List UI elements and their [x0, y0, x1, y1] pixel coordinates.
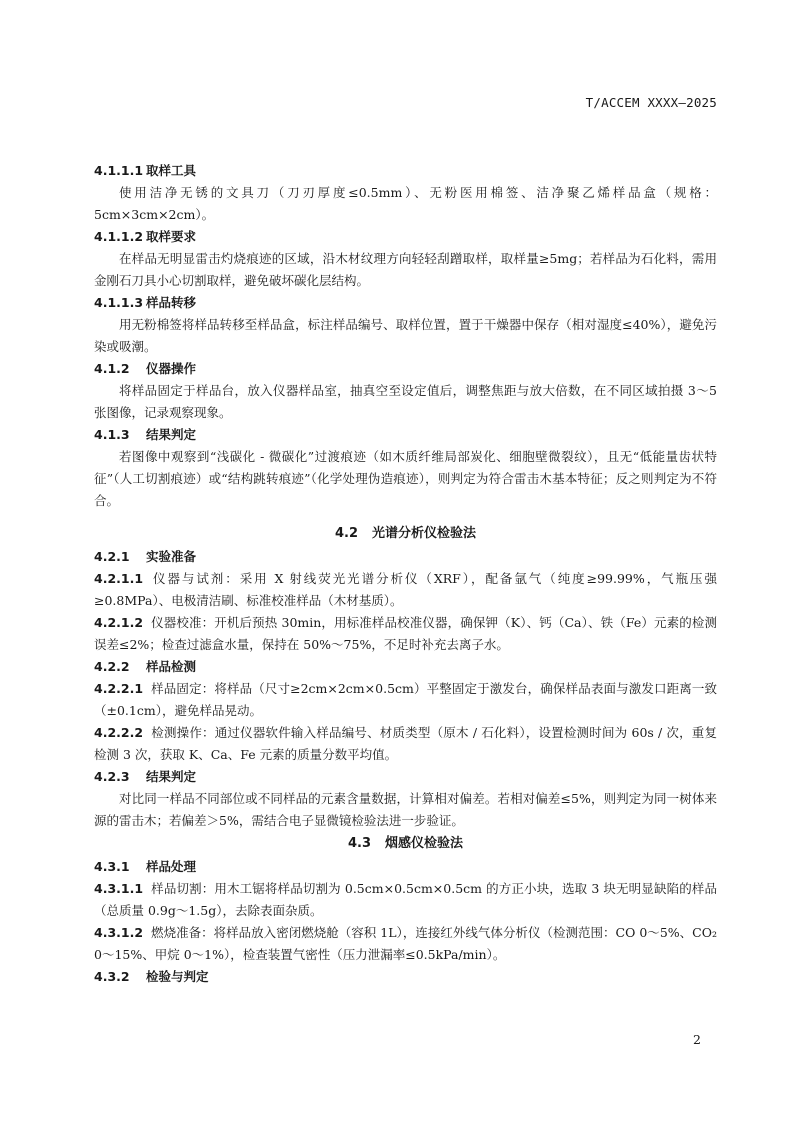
document-code: T/ACCEM XXXX—2025 [585, 95, 717, 110]
clause-number: 4.2.1 [94, 549, 130, 564]
section-number: 4.2 [334, 526, 358, 541]
clause-title: 检验与判定 [146, 969, 209, 984]
clause-heading [94, 292, 717, 314]
clause-number: 4.3.2 [94, 969, 130, 984]
clause-number: 4.2.1.1 [94, 571, 144, 586]
clause-number: 4.1.1.3 [94, 295, 144, 310]
clause-heading [94, 358, 717, 380]
clause-title: 取样工具 [146, 163, 197, 178]
clause-title: 取样要求 [146, 229, 197, 244]
paragraph: 在样品无明显雷击灼烧痕迹的区域，沿木材纹理方向轻轻刮蹭取样，取样量≥5mg；若样品为石化料，需用金刚石刀具小心切割取样，避免破坏碳化层结构。 [94, 251, 717, 288]
clause-heading [94, 766, 717, 788]
clause-number: 4.1.1.1 [94, 163, 144, 178]
clause-number: 4.1.3 [94, 427, 130, 442]
clause-text: 样品切割：用木工锯将样品切割为 0.5cm×0.5cm×0.5cm 的方正小块，选取 3 块无明显缺陷的样品（总质量 0.9g～1.5g），去除表面杂质。 [94, 881, 717, 918]
clause-title: 样品转移 [146, 295, 197, 310]
numbered-paragraph [94, 612, 717, 656]
section-number: 4.3 [347, 836, 371, 851]
clause-number: 4.1.2 [94, 361, 130, 376]
clause-text: 样品固定：将样品（尺寸≥2cm×2cm×0.5cm）平整固定于激发台，确保样品表面与激发口距离一致（±0.1cm），避免样品晃动。 [94, 681, 717, 718]
clause-text: 燃烧准备：将样品放入密闭燃烧舱（容积 1L），连接红外线气体分析仪（检测范围：CO 0～5%、CO₂ 0～15%、甲烷 0～1%），检查装置气密性（压力泄漏率≤0.5kPa/min）。 [94, 925, 717, 962]
clause-heading [94, 546, 717, 568]
clause-heading [94, 160, 717, 182]
clause-number: 4.2.3 [94, 769, 130, 784]
clause-title: 结果判定 [146, 769, 197, 784]
clause-text: 仪器与试剂：采用 X 射线荧光光谱分析仪（XRF），配备氩气（纯度≥99.99%，气瓶压强≥0.8MPa）、电极清洁刷、标准校准样品（木材基质）。 [94, 571, 717, 608]
clause-number: 4.3.1 [94, 859, 130, 874]
clause-title: 实验准备 [146, 549, 197, 564]
clause-number: 4.2.1.2 [94, 615, 144, 630]
section-title: 烟感仪检验法 [385, 836, 464, 851]
clause-title: 样品检测 [146, 659, 197, 674]
clause-number: 4.3.1.1 [94, 881, 144, 896]
paragraph: 使用洁净无锈的文具刀（刀刃厚度≤0.5mm）、无粉医用棉签、洁净聚乙烯样品盒（规格：5cm×3cm×2cm）。 [94, 185, 717, 222]
numbered-paragraph [94, 922, 717, 966]
spacer [94, 512, 717, 522]
clause-number: 4.1.1.2 [94, 229, 144, 244]
numbered-paragraph [94, 568, 717, 612]
section-title: 光谱分析仪检验法 [372, 526, 477, 541]
section-heading [94, 522, 717, 546]
clause-number: 4.2.2.1 [94, 681, 144, 696]
clause-heading [94, 424, 717, 446]
paragraph: 用无粉棉签将样品转移至样品盒，标注样品编号、取样位置，置于干燥器中保存（相对湿度≤40%），避免污染或吸潮。 [94, 317, 717, 354]
clause-text: 仪器校准：开机后预热 30min，用标准样品校准仪器，确保钾（K）、钙（Ca）、铁（Fe）元素的检测误差≤2%；检查过滤盒水量，保持在 50%～75%，不足时补充去离子水。 [94, 615, 717, 652]
section-heading [94, 832, 717, 856]
numbered-paragraph [94, 722, 717, 766]
clause-title: 样品处理 [146, 859, 197, 874]
clause-number: 4.2.2 [94, 659, 130, 674]
clause-heading [94, 966, 717, 988]
page-number: 2 [693, 1032, 701, 1047]
document-body [94, 160, 717, 988]
paragraph: 若图像中观察到“浅碳化 - 微碳化”过渡痕迹（如木质纤维局部炭化、细胞壁微裂纹），且无“低能量齿状特征”（人工切割痕迹）或“结构跳转痕迹”（化学处理伪造痕迹），则判定为符合雷击木基本特征；反之则判定为不符合。 [94, 449, 717, 508]
clause-heading [94, 656, 717, 678]
clause-title: 仪器操作 [146, 361, 197, 376]
numbered-paragraph [94, 878, 717, 922]
clause-text: 检测操作：通过仪器软件输入样品编号、材质类型（原木 / 石化料），设置检测时间为 60s / 次，重复检测 3 次，获取 K、Ca、Fe 元素的质量分数平均值。 [94, 725, 717, 762]
clause-heading [94, 226, 717, 248]
numbered-paragraph [94, 678, 717, 722]
clause-title: 结果判定 [146, 427, 197, 442]
paragraph: 将样品固定于样品台，放入仪器样品室，抽真空至设定值后，调整焦距与放大倍数，在不同区域拍摄 3～5 张图像，记录观察现象。 [94, 383, 717, 420]
clause-number: 4.3.1.2 [94, 925, 144, 940]
clause-number: 4.2.2.2 [94, 725, 144, 740]
paragraph: 对比同一样品不同部位或不同样品的元素含量数据，计算相对偏差。若相对偏差≤5%，则判定为同一树体来源的雷击木；若偏差＞5%，需结合电子显微镜检验法进一步验证。 [94, 791, 717, 828]
clause-heading [94, 856, 717, 878]
